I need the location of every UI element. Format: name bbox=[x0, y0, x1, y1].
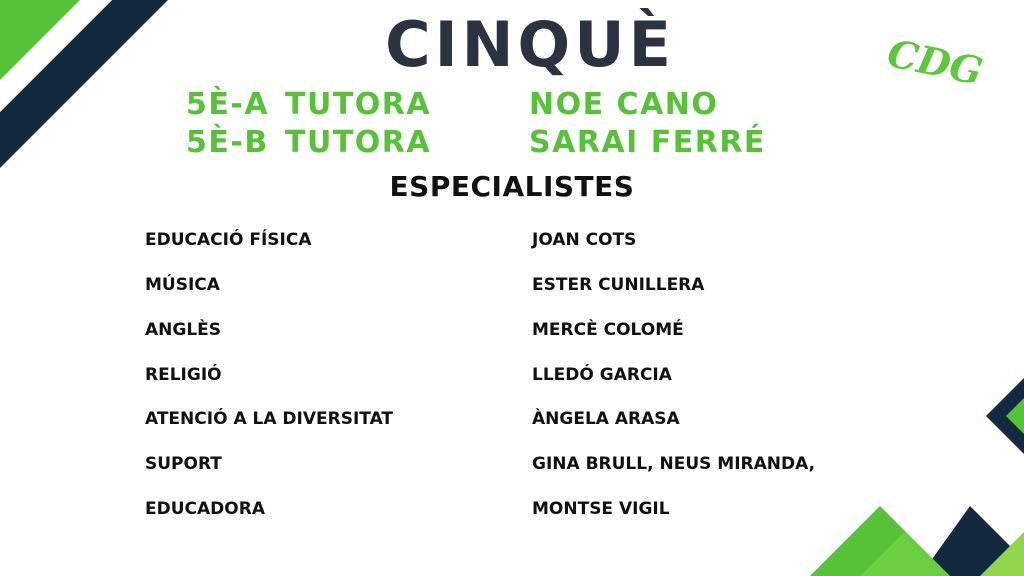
bottom-right-triangle-green bbox=[810, 506, 950, 576]
school-logo: CDG bbox=[883, 30, 987, 94]
specialist-teacher: LLEDÓ GARCIA bbox=[532, 365, 672, 385]
specialist-subject: SUPORT bbox=[145, 454, 222, 474]
specialist-teacher: MONTSE VIGIL bbox=[532, 499, 670, 519]
tutor-role-b: TUTORA bbox=[285, 125, 432, 160]
specialist-subject: MÚSICA bbox=[145, 275, 220, 295]
specialist-teacher: ESTER CUNILLERA bbox=[532, 275, 705, 295]
specialist-teacher: ÀNGELA ARASA bbox=[532, 409, 680, 429]
specialist-subject: EDUCACIÓ FÍSICA bbox=[145, 230, 312, 250]
page-title: CINQUÈ bbox=[385, 8, 675, 81]
specialist-teacher: MERCÈ COLOMÉ bbox=[532, 320, 684, 340]
bottom-right-triangle-navy bbox=[920, 506, 1024, 576]
tutor-group-b: 5È-B bbox=[186, 125, 269, 160]
specialists-heading: ESPECIALISTES bbox=[389, 170, 635, 203]
bottom-right-triangle-light bbox=[980, 532, 1024, 576]
tutor-name-a: NOE CANO bbox=[529, 87, 719, 122]
bottom-right-triangle-green-2 bbox=[860, 531, 950, 576]
specialist-subject: RELIGIÓ bbox=[145, 365, 222, 385]
specialist-teacher: GINA BRULL, NEUS MIRANDA, bbox=[532, 454, 816, 474]
specialist-subject: EDUCADORA bbox=[145, 499, 265, 519]
specialist-teacher: JOAN COTS bbox=[532, 230, 637, 250]
tutor-role-a: TUTORA bbox=[285, 87, 432, 122]
right-diamond-green bbox=[1006, 398, 1024, 434]
specialist-subject: ANGLÈS bbox=[145, 320, 222, 340]
right-diamond-navy bbox=[986, 378, 1024, 454]
specialist-subject: ATENCIÓ A LA DIVERSITAT bbox=[145, 409, 394, 429]
tutor-name-b: SARAI FERRÉ bbox=[529, 125, 766, 160]
tutor-group-a: 5È-A bbox=[186, 87, 270, 122]
